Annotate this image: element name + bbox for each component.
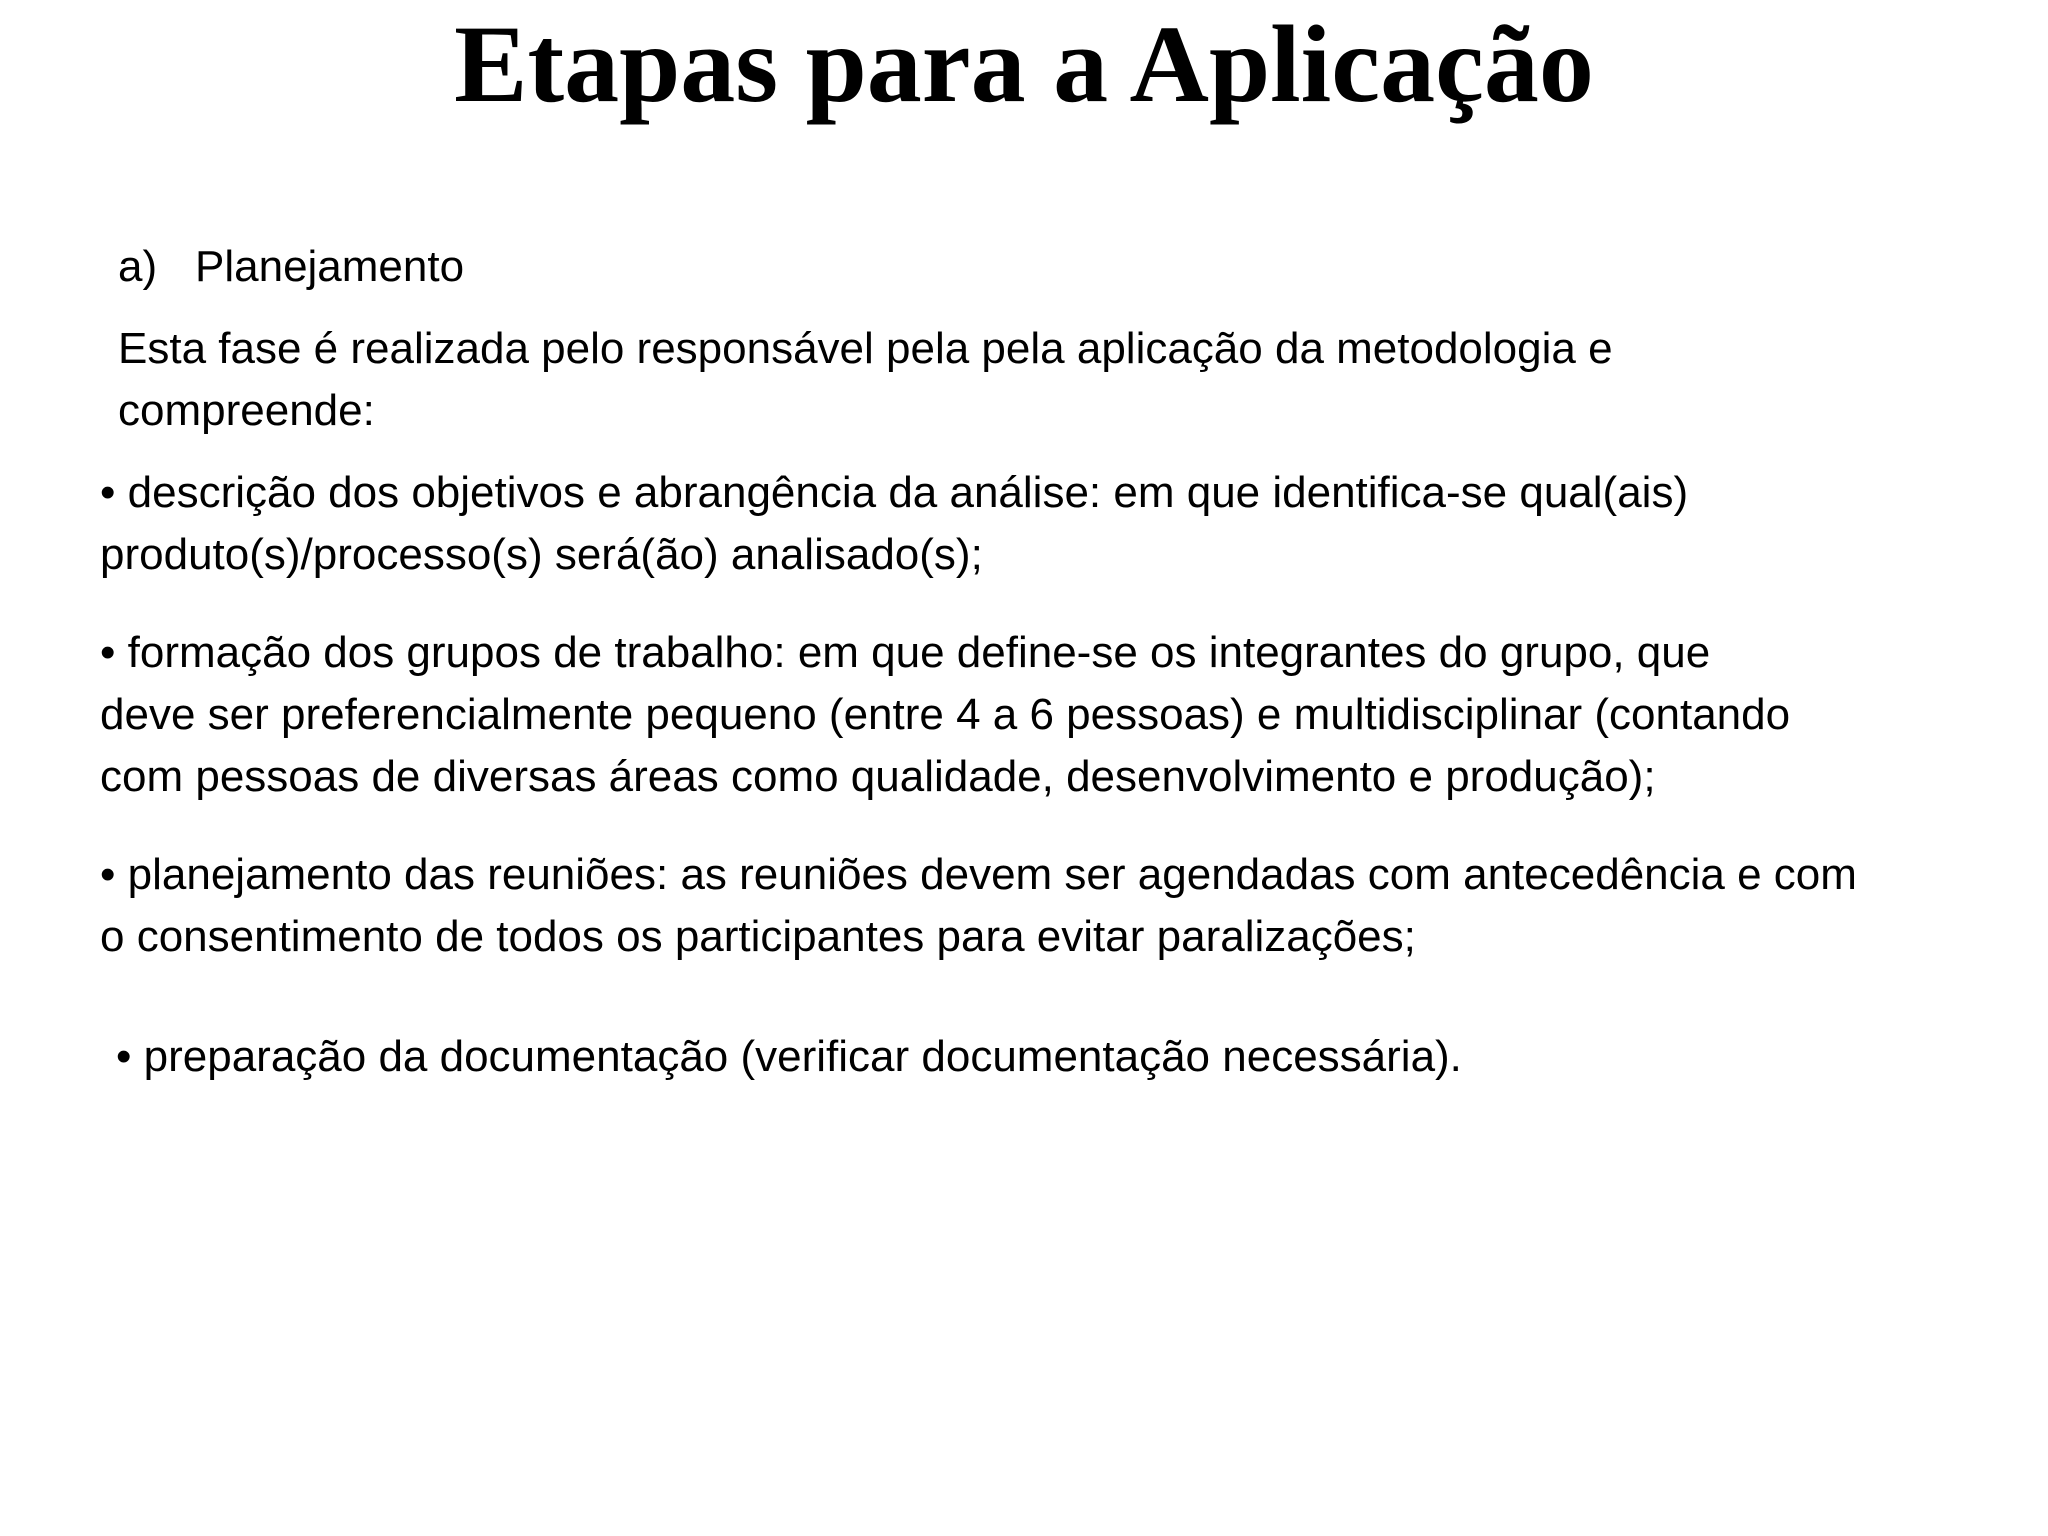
bullet-line: produto(s)/processo(s) será(ão) analisado(s); [100,530,983,579]
intro-paragraph [118,318,1613,442]
bullet-objectives [100,462,1688,586]
bullet-line: deve ser preferencialmente pequeno (entre 4 a 6 pessoas) e multidisciplinar (contando [100,690,1791,739]
intro-line: Esta fase é realizada pelo responsável pela pela aplicação da metodologia e [118,324,1613,373]
intro-line: compreende: [118,386,375,435]
bullet-meetings [100,844,1857,968]
section-label: Planejamento [195,242,465,291]
bullet-line: • planejamento das reuniões: as reuniões devem ser agendadas com antecedência e com [100,850,1857,899]
section-marker: a) [118,242,158,291]
bullet-documentation [116,1026,1462,1088]
slide-title: Etapas para a Aplicação [454,3,1594,125]
bullet-line: • descrição dos objetivos e abrangência da análise: em que identifica-se qual(ais) [100,468,1689,517]
bullet-line: o consentimento de todos os participantes para evitar paralizações; [100,912,1416,961]
bullet-line: • formação dos grupos de trabalho: em que define-se os integrantes do grupo, que [100,628,1711,677]
bullet-line: com pessoas de diversas áreas como qualidade, desenvolvimento e produção); [100,752,1656,801]
section-heading [118,236,464,298]
bullet-work-groups [100,622,1790,808]
bullet-line: • preparação da documentação (verificar documentação necessária). [116,1032,1462,1081]
